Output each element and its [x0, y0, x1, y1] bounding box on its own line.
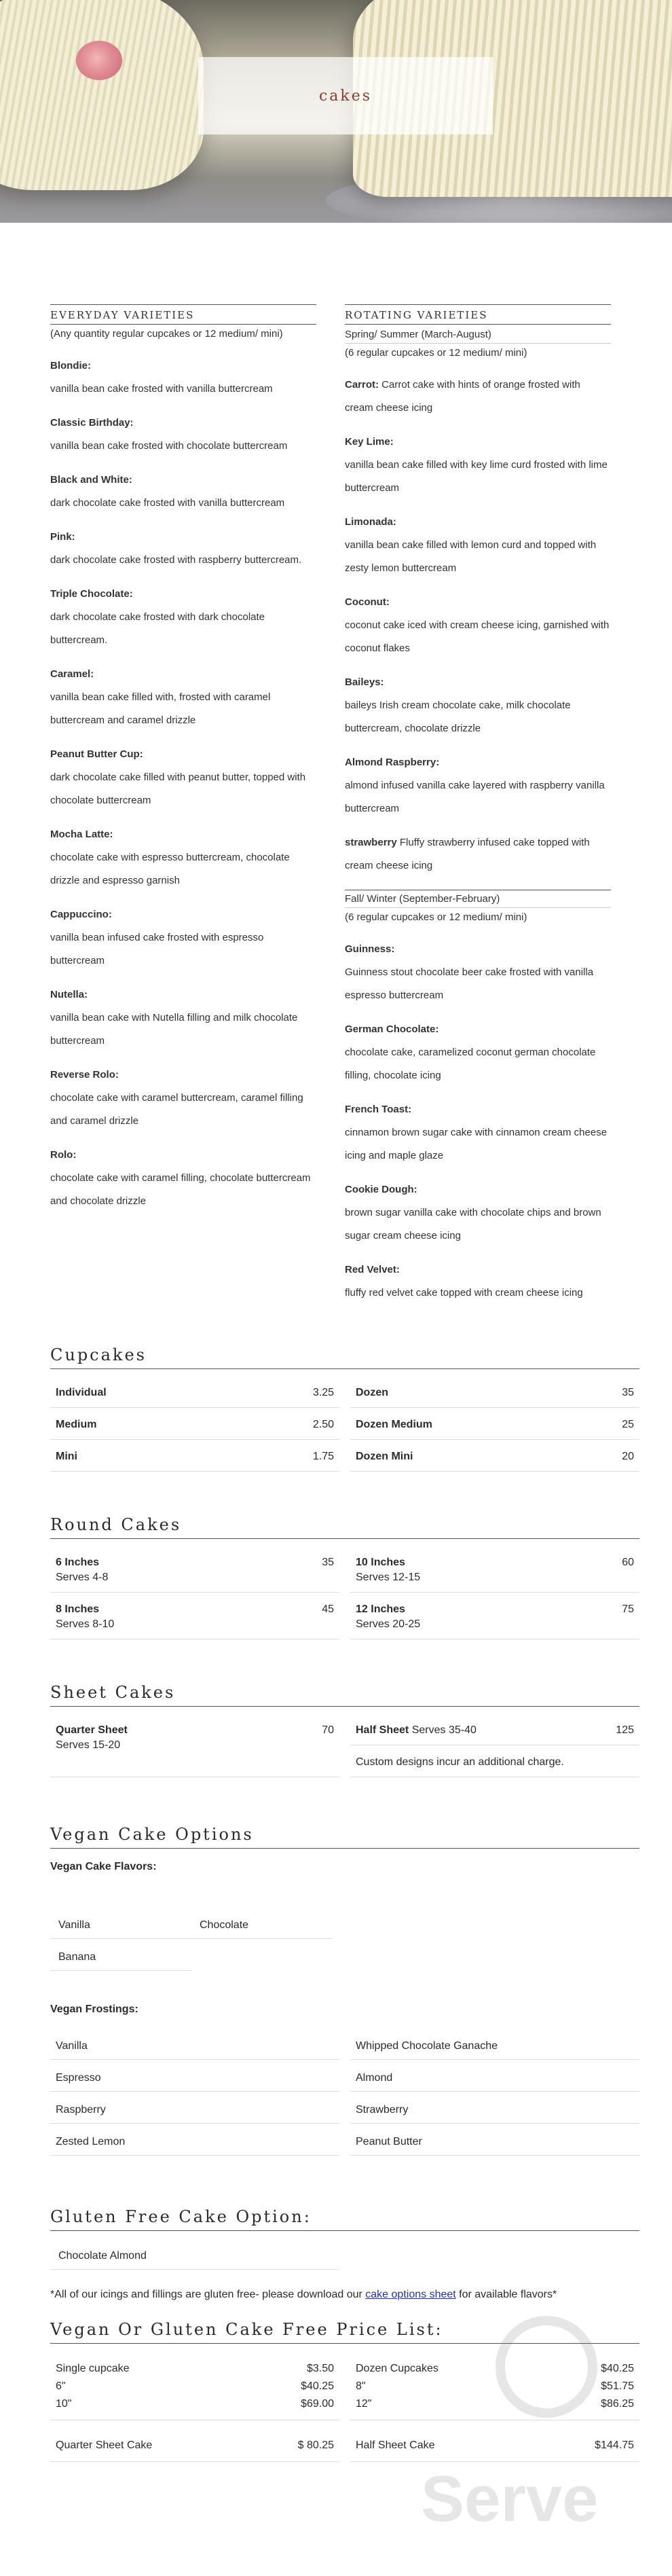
everyday-list — [50, 355, 316, 1213]
price-list-grid — [50, 2353, 639, 2462]
menu-item-description: chocolate cake, caramelized coconut german chocolate filling, chocolate icing — [345, 1047, 596, 1081]
price-list-row — [356, 2378, 634, 2395]
price-row — [50, 1546, 339, 1593]
gluten-free-item: Chocolate Almond — [50, 2238, 339, 2270]
menu-item-description: baileys Irish cream chocolate cake, milk chocolate buttercream, chocolate drizzle — [345, 700, 571, 734]
price-value: $69.00 — [301, 2398, 334, 2410]
price-row — [350, 1376, 639, 1408]
price-list-row — [56, 2378, 334, 2395]
price-value: $40.25 — [601, 2363, 634, 2374]
price-row — [50, 1440, 339, 1472]
price-row — [350, 1713, 639, 1745]
menu-item-description: vanilla bean cake filled with key lime curd frosted with lime buttercream — [345, 459, 608, 494]
cupcakes-title: Cupcakes — [50, 1345, 639, 1369]
menu-item-name: French Toast: — [345, 1104, 412, 1115]
price-value: 75 — [622, 1603, 634, 1615]
cake-image-left — [0, 0, 204, 190]
rotating-heading: ROTATING VARIETIES — [345, 304, 611, 325]
menu-item — [345, 1178, 611, 1248]
price-label: Single cupcake — [56, 2363, 130, 2374]
price-serves: Serves 15-20 — [56, 1739, 121, 1751]
price-label: 8 Inches — [56, 1603, 100, 1615]
everyday-note: (Any quantity regular cupcakes or 12 medium/ mini) — [50, 328, 283, 340]
price-row — [350, 1546, 639, 1593]
menu-item-name: Peanut Butter Cup: — [50, 748, 143, 760]
season1-note: (6 regular cupcakes or 12 medium/ mini) — [345, 347, 527, 359]
price-label: Quarter Sheet Cake — [56, 2439, 153, 2451]
hero-title: cakes — [318, 87, 373, 105]
price-label: 12 Inches — [356, 1603, 405, 1615]
menu-item — [345, 671, 611, 740]
menu-item-description: dark chocolate cake frosted with dark chocolate buttercream. — [50, 611, 265, 646]
menu-item-description: Carrot cake with hints of orange frosted with cream cheese icing — [345, 379, 580, 414]
price-value: 2.50 — [312, 1419, 334, 1430]
menu-item — [50, 983, 316, 1053]
gluten-free-section — [50, 2207, 639, 2305]
vegan-flavor-item: Vanilla — [50, 1907, 191, 1939]
price-serves: Serves 8-10 — [56, 1618, 115, 1630]
price-list-left — [50, 2353, 339, 2420]
menu-item — [50, 663, 316, 732]
vegan-flavor-item: Chocolate — [191, 1907, 333, 1939]
menu-item-description: chocolate cake with caramel filling, chocolate buttercream and chocolate drizzle — [50, 1172, 311, 1207]
price-row — [50, 1376, 339, 1408]
price-row — [50, 1408, 339, 1440]
price-list-row — [56, 2360, 334, 2378]
price-value: 60 — [622, 1557, 634, 1568]
menu-item — [345, 591, 611, 660]
price-label: Dozen — [356, 1387, 388, 1398]
price-serves: Serves 35-40 — [409, 1724, 477, 1736]
menu-item-name: Baileys: — [345, 676, 384, 688]
vegan-frosting-item: Peanut Butter — [350, 2124, 639, 2156]
price-label: Dozen Cupcakes — [356, 2363, 438, 2374]
price-value: 125 — [616, 1724, 634, 1736]
menu-item — [345, 938, 611, 1007]
round-cakes-title: Round Cakes — [50, 1515, 639, 1539]
price-label: Dozen Medium — [356, 1419, 432, 1430]
price-list-section — [50, 2320, 639, 2462]
vegan-frosting-item: Raspberry — [50, 2092, 339, 2124]
rotating-list-fall — [345, 938, 611, 1305]
rotating-list-spring — [345, 374, 611, 877]
price-label: 6 Inches — [56, 1557, 100, 1568]
vegan-frosting-item: Strawberry — [350, 2092, 639, 2124]
price-value: 1.75 — [312, 1451, 334, 1462]
price-list-row — [356, 2395, 634, 2413]
menu-item-description: chocolate cake with espresso buttercream, chocolate drizzle and espresso garnish — [50, 852, 290, 886]
watermark-text: Serve — [421, 2463, 599, 2535]
menu-item-description: Guinness stout chocolate beer cake frosted with vanilla espresso buttercream — [345, 966, 594, 1001]
price-label: 10" — [56, 2398, 72, 2410]
menu-item-description: Fluffy strawberry infused cake topped with cream cheese icing — [345, 837, 590, 871]
price-value: $51.75 — [601, 2380, 634, 2392]
price-value: 70 — [322, 1724, 334, 1736]
menu-item-description: chocolate cake with caramel buttercream, caramel filling and caramel drizzle — [50, 1092, 303, 1127]
menu-item-description: vanilla bean cake with Nutella filling and milk chocolate buttercream — [50, 1012, 298, 1047]
price-label: Half Sheet — [356, 1724, 409, 1736]
price-label: 10 Inches — [356, 1557, 405, 1568]
price-value: 45 — [322, 1603, 334, 1615]
price-row — [50, 1713, 339, 1777]
menu-item-description: cinnamon brown sugar cake with cinnamon cream cheese icing and maple glaze — [345, 1127, 608, 1161]
price-value: $86.25 — [601, 2398, 634, 2410]
price-label: Medium — [56, 1419, 97, 1430]
menu-item — [345, 1018, 611, 1087]
menu-item-name: Limonada: — [345, 516, 396, 528]
vegan-section — [50, 1825, 639, 2156]
gluten-note-text-end: for available flavors* — [455, 2289, 557, 2300]
price-serves: Serves 4-8 — [56, 1572, 109, 1583]
round-cakes-section — [50, 1515, 639, 1639]
menu-item-name: Cookie Dough: — [345, 1184, 417, 1195]
menu-item — [345, 1258, 611, 1305]
vegan-frosting-item: Vanilla — [50, 2028, 339, 2060]
menu-item-description: brown sugar vanilla cake with chocolate chips and brown sugar cream cheese icing — [345, 1207, 601, 1241]
price-value: $144.75 — [595, 2439, 634, 2451]
price-list-row — [56, 2395, 334, 2413]
menu-content — [0, 304, 672, 2462]
price-label: 6" — [56, 2380, 66, 2392]
menu-item-name: Black and White: — [50, 474, 132, 486]
vegan-frosting-item: Espresso — [50, 2060, 339, 2092]
vegan-flavors-grid — [50, 1907, 639, 1971]
menu-item-description: vanilla bean cake frosted with chocolate buttercream — [50, 440, 288, 452]
vegan-frostings-grid — [50, 2028, 639, 2156]
price-label: Mini — [56, 1451, 77, 1462]
price-list-title: Vegan Or Gluten Cake Free Price List: — [50, 2320, 639, 2344]
price-list-right — [350, 2353, 639, 2420]
sheet-cakes-section — [50, 1683, 639, 1777]
season-spring-summer: Spring/ Summer (March-August) — [345, 326, 611, 344]
menu-item-description: fluffy red velvet cake topped with cream cheese icing — [345, 1287, 583, 1299]
menu-item-description: dark chocolate cake frosted with vanilla buttercream — [50, 497, 285, 509]
menu-item — [345, 831, 611, 877]
price-label: Individual — [56, 1387, 107, 1398]
price-list-row — [356, 2360, 634, 2378]
price-label: Half Sheet Cake — [356, 2439, 435, 2451]
menu-item — [50, 583, 316, 652]
cake-options-sheet-link[interactable]: cake options sheet — [365, 2289, 456, 2300]
vegan-flavor-item: Banana — [50, 1939, 191, 1971]
menu-item-description: dark chocolate cake frosted with raspberry buttercream. — [50, 554, 302, 566]
menu-item-name: Blondie: — [50, 360, 91, 371]
everyday-column — [50, 304, 316, 1305]
menu-item-name: Carrot: — [345, 379, 379, 391]
price-serves: Serves 20-25 — [356, 1618, 421, 1630]
round-price-grid — [50, 1546, 639, 1639]
menu-item — [345, 1098, 611, 1167]
rose-decoration — [76, 41, 122, 80]
menu-item-description: coconut cake iced with cream cheese icing, garnished with coconut flakes — [345, 619, 610, 654]
menu-item — [50, 1144, 316, 1213]
varieties-section — [50, 304, 639, 1305]
menu-item-name: Triple Chocolate: — [50, 588, 133, 600]
menu-item-name: Caramel: — [50, 668, 94, 680]
menu-item-name: Key Lime: — [345, 436, 394, 448]
gluten-free-title: Gluten Free Cake Option: — [50, 2207, 639, 2231]
price-value: 20 — [622, 1451, 634, 1462]
menu-item-name: German Chocolate: — [345, 1023, 439, 1035]
price-value: 25 — [622, 1419, 634, 1430]
custom-design-note: Custom designs incur an additional charge. — [350, 1745, 639, 1777]
price-label: Dozen Mini — [356, 1451, 413, 1462]
price-label: 12" — [356, 2398, 372, 2410]
rotating-column — [345, 304, 611, 1305]
menu-item — [345, 374, 611, 420]
price-label: Quarter Sheet — [56, 1724, 128, 1736]
menu-item — [50, 1064, 316, 1133]
menu-item — [50, 823, 316, 892]
menu-item-name: Coconut: — [345, 596, 390, 608]
vegan-title: Vegan Cake Options — [50, 1825, 639, 1849]
price-row — [350, 1408, 639, 1440]
vegan-frosting-item: Almond — [350, 2060, 639, 2092]
menu-item — [50, 355, 316, 401]
menu-item-description: vanilla bean cake filled with lemon curd and topped with zesty lemon buttercream — [345, 539, 597, 574]
menu-item — [50, 469, 316, 515]
hero-title-box — [198, 57, 493, 134]
season2-note: (6 regular cupcakes or 12 medium/ mini) — [345, 911, 527, 923]
hero-banner — [0, 0, 672, 223]
menu-item-name: strawberry — [345, 837, 397, 848]
menu-item-name: Reverse Rolo: — [50, 1069, 119, 1081]
price-row — [350, 1593, 639, 1639]
price-row — [50, 1593, 339, 1639]
price-list-right-sheet — [350, 2430, 639, 2462]
cupcakes-section — [50, 1345, 639, 1472]
menu-item-description: vanilla bean cake filled with, frosted with caramel buttercream and caramel drizzle — [50, 691, 271, 726]
menu-item-name: Guinness: — [345, 943, 395, 955]
gluten-note-text: *All of our icings and fillings are gluten free- please download our — [50, 2289, 366, 2300]
menu-item-name: Rolo: — [50, 1149, 77, 1161]
price-label: 8" — [356, 2380, 366, 2392]
gluten-free-note — [50, 2285, 639, 2305]
everyday-heading: EVERYDAY VARIETIES — [50, 304, 316, 325]
menu-item-name: Classic Birthday: — [50, 417, 134, 429]
price-value: $ 80.25 — [297, 2439, 334, 2451]
vegan-frosting-item: Zested Lemon — [50, 2124, 339, 2156]
menu-item-name: Mocha Latte: — [50, 829, 113, 840]
menu-item — [50, 743, 316, 812]
menu-item-name: Cappuccino: — [50, 909, 112, 920]
vegan-flavors-heading: Vegan Cake Flavors: — [50, 1861, 157, 1872]
menu-item-name: Almond Raspberry: — [345, 757, 440, 768]
menu-item-description: dark chocolate cake filled with peanut butter, topped with chocolate buttercream — [50, 772, 306, 806]
menu-item — [50, 903, 316, 973]
vegan-frosting-item: Whipped Chocolate Ganache — [350, 2028, 639, 2060]
menu-item-description: vanilla bean cake frosted with vanilla buttercream — [50, 383, 273, 395]
season-fall-winter: Fall/ Winter (September-February) — [345, 890, 611, 908]
price-value: $40.25 — [301, 2380, 334, 2392]
price-value: 35 — [622, 1387, 634, 1398]
menu-item-description: almond infused vanilla cake layered with raspberry vanilla buttercream — [345, 780, 605, 814]
sheet-cakes-title: Sheet Cakes — [50, 1683, 639, 1707]
menu-item — [50, 412, 316, 458]
cupcake-price-grid — [50, 1376, 639, 1472]
vegan-frostings-heading: Vegan Frostings: — [50, 2003, 138, 2015]
price-value: 3.25 — [312, 1387, 334, 1398]
price-value: $3.50 — [306, 2363, 334, 2374]
price-serves: Serves 12-15 — [356, 1572, 421, 1583]
menu-item-name: Nutella: — [50, 989, 88, 1000]
price-list-left-sheet — [50, 2430, 339, 2462]
sheet-price-grid — [50, 1713, 639, 1777]
menu-item — [345, 431, 611, 500]
menu-item-name: Pink: — [50, 531, 75, 543]
menu-item-name: Red Velvet: — [345, 1264, 400, 1275]
price-row — [350, 1440, 639, 1472]
menu-item — [50, 526, 316, 572]
menu-item — [345, 511, 611, 580]
menu-item-description: vanilla bean infused cake frosted with espresso buttercream — [50, 932, 264, 966]
menu-item — [345, 751, 611, 820]
price-value: 35 — [322, 1557, 334, 1568]
